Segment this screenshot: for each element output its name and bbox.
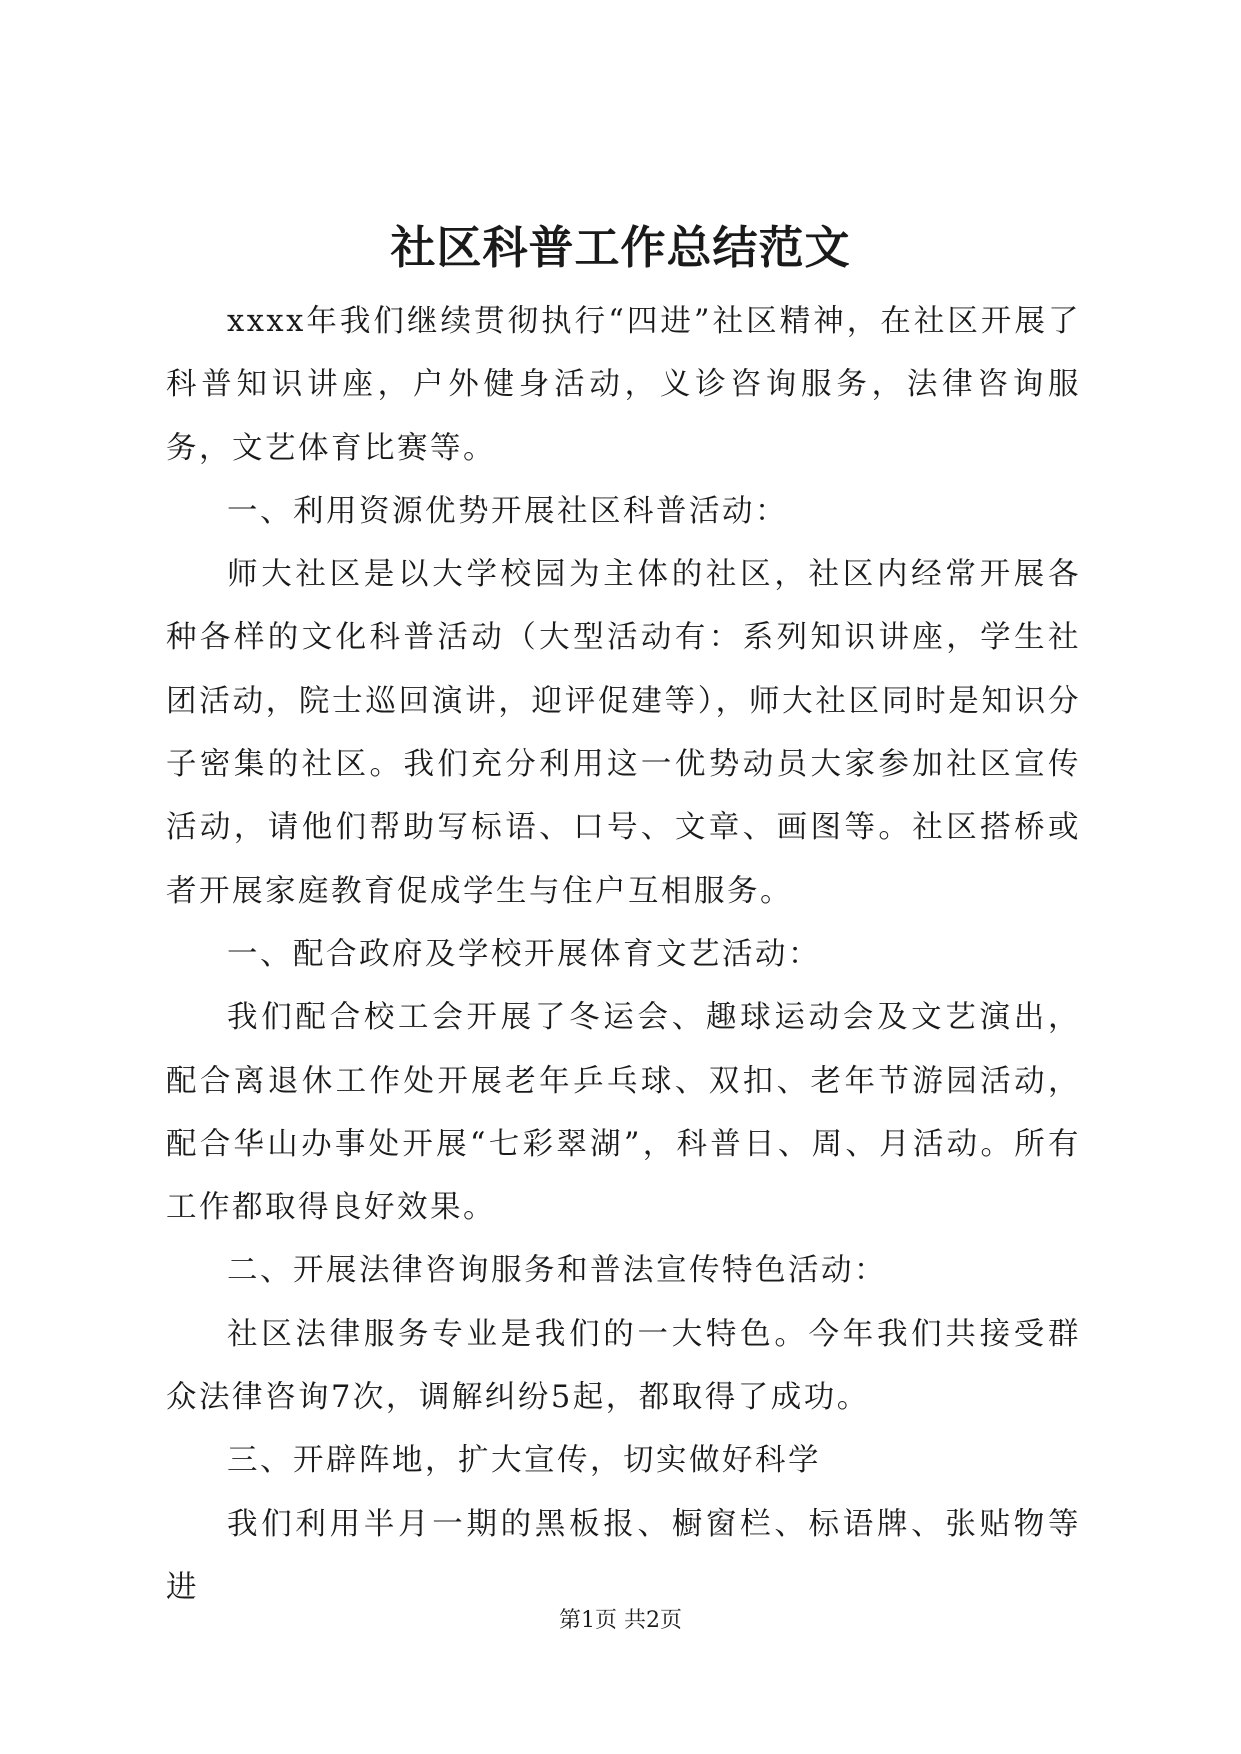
document-body <box>166 290 1081 1619</box>
page-footer <box>0 1606 1241 1636</box>
section-heading: 二、开展法律咨询服务和普法宣传特色活动： <box>227 1253 887 1289</box>
paragraph: 我们利用半月一期的黑板报、橱窗栏、标语牌、张贴物等进 <box>166 1506 1081 1605</box>
paragraph: 师大社区是以大学校园为主体的社区，社区内经常开展各种各样的文化科普活动（大型活动有：系列知识讲座，学生社团活动，院士巡回演讲，迎评促建等），师大社区同时是知识分子密集的社区。我们充分利用这一优势动员大家参加社区宣传活动，请他们帮助写标语、口号、文章、画图等。社区搭桥或者开展家庭教育促成学生与住户互相服务。 <box>166 557 1081 909</box>
document-title: 社区科普工作总结范文 <box>390 221 851 274</box>
section-heading: 一、配合政府及学校开展体育文艺活动： <box>227 936 821 972</box>
paragraph: 我们配合校工会开展了冬运会、趣球运动会及文艺演出，配合离退休工作处开展老年乒乓球、双扣、老年节游园活动，配合华山办事处开展“七彩翠湖”，科普日、周、月活动。所有工作都取得良好效果。 <box>166 1000 1081 1226</box>
section-heading: 三、开辟阵地，扩大宣传，切实做好科学 <box>227 1443 821 1479</box>
paragraph: 社区法律服务专业是我们的一大特色。今年我们共接受群众法律咨询7次，调解纠纷5起，都取得了成功。 <box>166 1316 1081 1416</box>
paragraph: xxxx年我们继续贯彻执行“四进”社区精神，在社区开展了科普知识讲座，户外健身活动，义诊咨询服务，法律咨询服务，文艺体育比赛等。 <box>166 304 1081 466</box>
page-number-label: 第1页 共2页 <box>559 1608 682 1633</box>
section-heading: 一、利用资源优势开展社区科普活动： <box>227 493 788 529</box>
